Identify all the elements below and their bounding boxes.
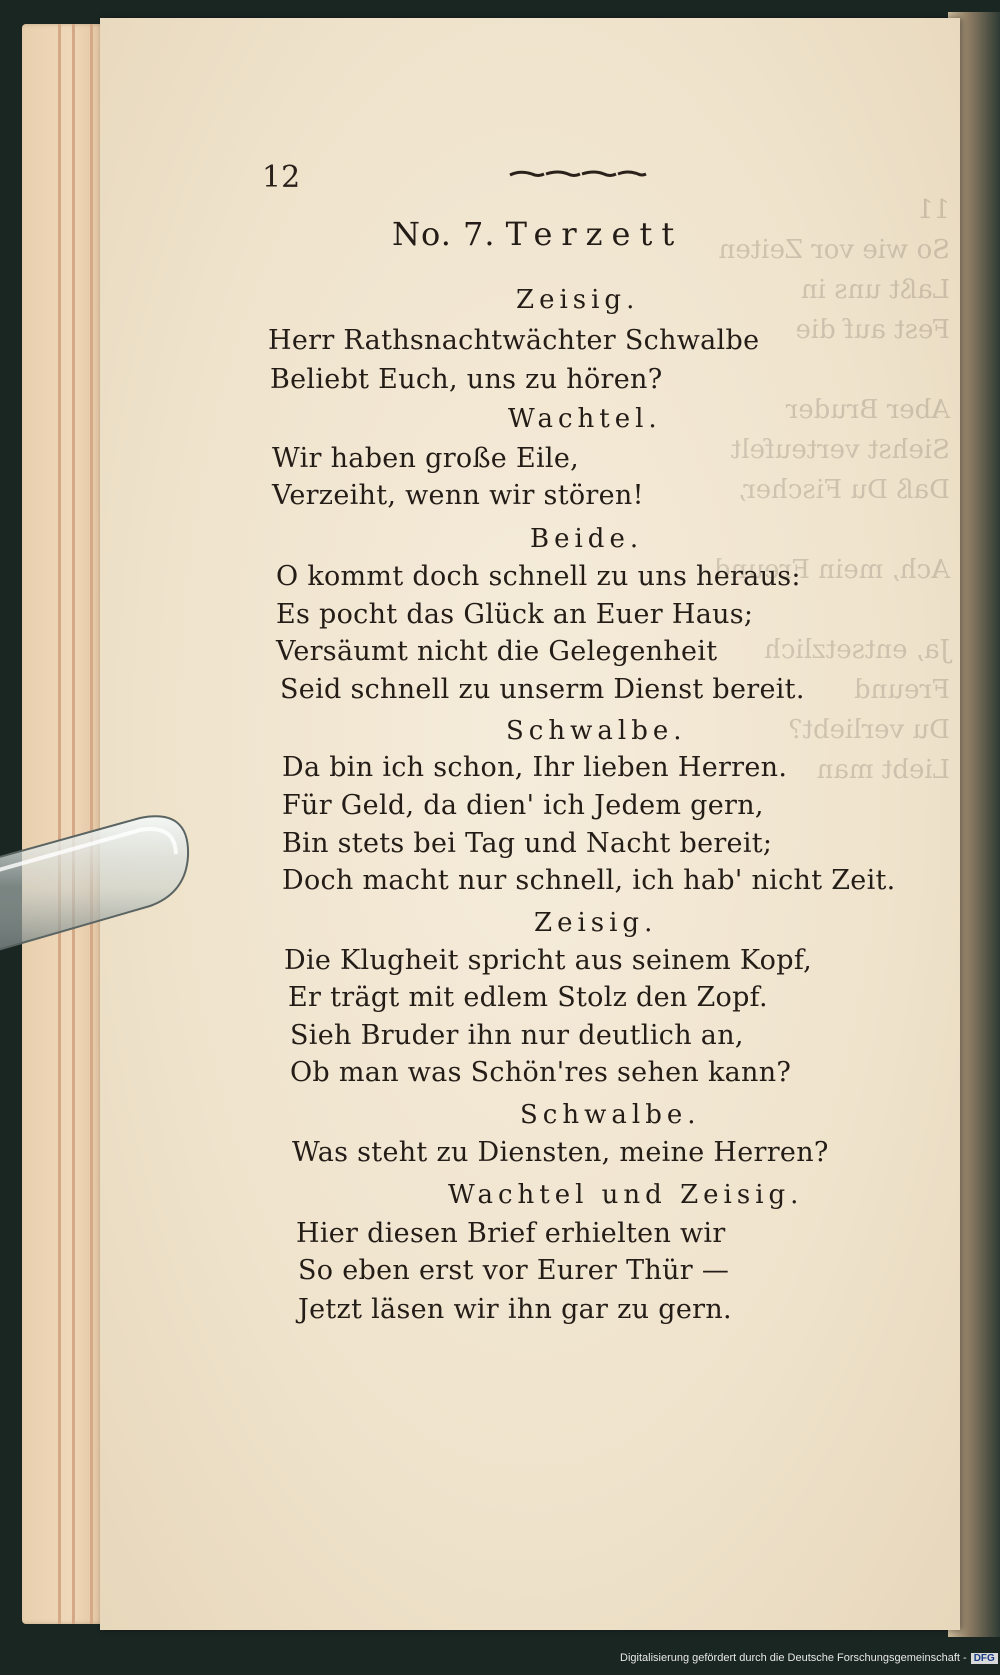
ornament-divider: [508, 168, 648, 180]
verse-line: Was steht zu Diensten, meine Herren?: [292, 1137, 829, 1168]
title-word: Terzett: [505, 215, 684, 253]
verse-line: Jetzt läsen wir ihn gar zu gern.: [298, 1294, 732, 1325]
verse-line: Für Geld, da dien' ich Jedem gern,: [282, 790, 764, 821]
verse-line: Bin stets bei Tag und Nacht bereit;: [282, 828, 773, 859]
speaker-label: Wachtel und Zeisig.: [448, 1180, 804, 1210]
speaker-label: Schwalbe.: [520, 1100, 701, 1130]
verse-line: Sieh Bruder ihn nur deutlich an,: [290, 1020, 744, 1051]
verse-line: Die Klugheit spricht aus seinem Kopf,: [284, 945, 813, 976]
verse-line: Herr Rathsnachtwächter Schwalbe: [268, 325, 760, 356]
verse-line: Ob man was Schön'res sehen kann?: [290, 1057, 792, 1088]
page-edge-line: [58, 24, 61, 1624]
speaker-label: Schwalbe.: [506, 716, 687, 746]
speaker-label: Beide.: [530, 524, 644, 554]
section-title: [392, 215, 683, 253]
verse-line: Seid schnell zu unserm Dienst bereit.: [280, 674, 805, 705]
verse-line: Hier diesen Brief erhielten wir: [296, 1218, 726, 1249]
title-number: No. 7.: [392, 215, 496, 253]
verse-line: Doch macht nur schnell, ich hab' nicht Zeit.: [282, 865, 896, 896]
verse-line: So eben erst vor Eurer Thür —: [298, 1255, 730, 1286]
book-page: [100, 18, 960, 1630]
verse-line: Beliebt Euch, uns zu hören?: [270, 364, 663, 395]
speaker-label: Wachtel.: [508, 404, 662, 434]
speaker-label: Zeisig.: [534, 908, 658, 938]
verse-line: Es pocht das Glück an Euer Haus;: [276, 599, 754, 630]
verse-line: Da bin ich schon, Ihr lieben Herren.: [282, 752, 788, 783]
speaker-label: Zeisig.: [516, 285, 640, 315]
dfg-logo: DFG: [971, 1653, 998, 1664]
digitization-credit: [620, 1652, 998, 1664]
page-edge-line: [72, 24, 75, 1624]
verse-line: Verzeiht, wenn wir stören!: [272, 480, 644, 511]
verse-line: Er trägt mit edlem Stolz den Zopf.: [288, 982, 768, 1013]
page-edge-line: [90, 24, 93, 1624]
verse-line: Versäumt nicht die Gelegenheit: [276, 636, 718, 667]
page-number: 12: [262, 160, 301, 195]
verse-line: O kommt doch schnell zu uns heraus:: [276, 561, 801, 592]
credit-text: Digitalisierung gefördert durch die Deutsche Forschungsgemeinschaft -: [620, 1652, 967, 1664]
verse-line: Wir haben große Eile,: [272, 443, 580, 474]
